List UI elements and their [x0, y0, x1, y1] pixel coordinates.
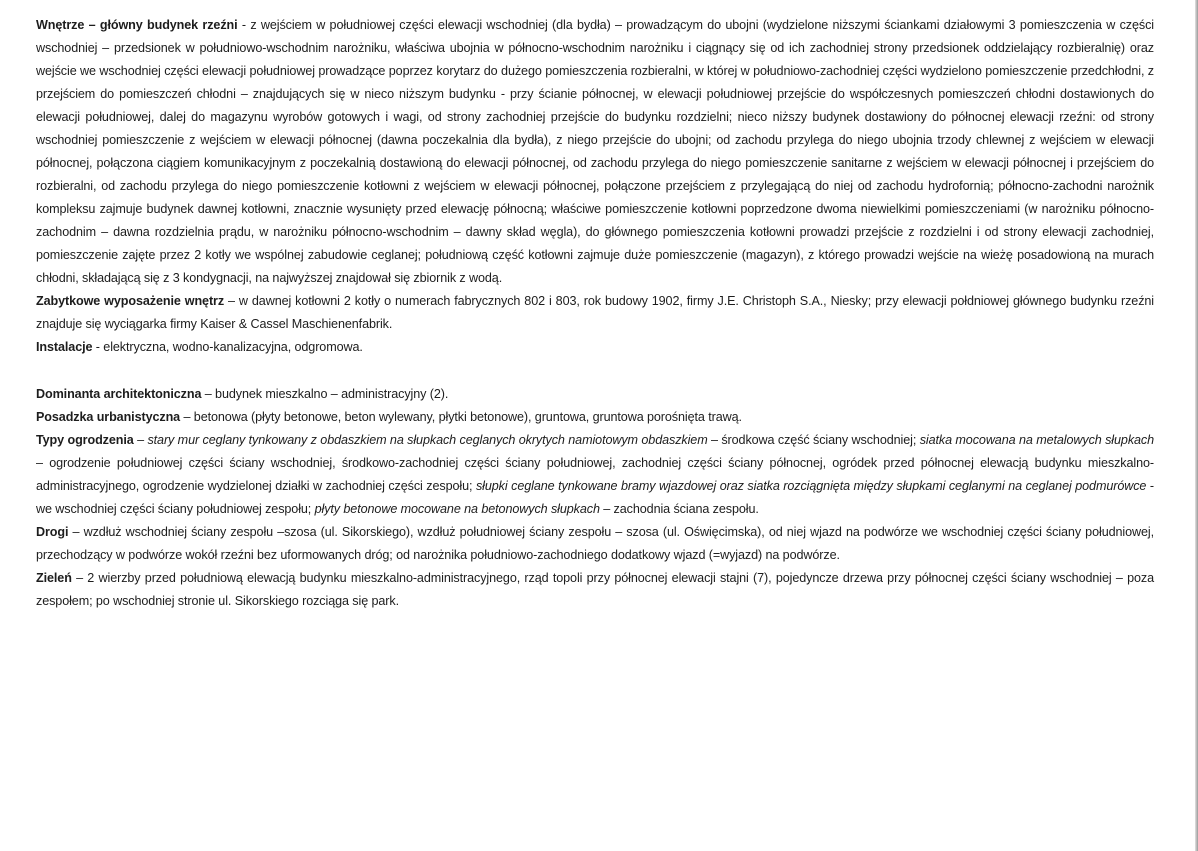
italic-typy-4: płyty betonowe mocowane na betonowych słupkach: [314, 502, 600, 516]
paragraph-typy: [36, 429, 1154, 521]
heading-zabytkowe: Zabytkowe wyposażenie wnętrz: [36, 294, 225, 308]
document-page: [36, 14, 1154, 613]
paragraph-wnetrze: [36, 14, 1154, 290]
italic-typy-3: słupki ceglane tynkowane bramy wjazdowej oraz siatka rozciągnięta między słupkami ceglanymi na ceglanej podmurówce: [475, 479, 1147, 493]
text-typy-3: – ogrodzenie południowej części ściany wschodniej, środkowo-zachodniej części ściany południowej, zachodniej części ściany północnej, ogródek przed północnej elewacją budynku mieszkalno-administracyjnego, ogrodzenie wydzielonej działki w zachodniej części zespołu;: [36, 456, 1154, 493]
heading-instalacje: Instalacje: [36, 340, 93, 354]
heading-drogi: Drogi: [36, 525, 69, 539]
heading-dominanta: Dominanta architektoniczna: [36, 387, 202, 401]
text-wnetrze: - z wejściem w południowej części elewacji wschodniej (dla bydła) – prowadzącym do ubojni (wydzielone niższymi ściankami działowymi 3 pomieszczenia w części wschodniej – przedsionek w południowo-wschodnim narożniku, właściwa ubojnia w północno-wschodnim narożniku i ciągnący się od ich zachodniej strony przedsionek oddzielający rozbieralnię) oraz wejście we wschodniej części elewacji południowej prowadzące poprzez korytarz do dużego pomieszczenia rozbieralni, w której w południowo-zachodniej części wydzielono pomieszczenie przedchłodni, z przejściem do pomieszczeń chłodni – znajdujących się w nieco niższym budynku - przy ścianie północnej, w elewacji południowej przejście do współczesnych pomieszczeń chłodni dostawionych do elewacji południowej, dalej do magazynu wyrobów gotowych i wagi, od strony zachodniej przejście do budynku rozdzielni; nieco niższy budynek dostawiony do północnej elewacji rzeźni: od strony wschodniej pomieszczenie z wejściem w elewacji północnej (dawna poczekalnia dla bydła), z niego przejście do ubojni; od zachodu przylega do niego ubojnia trzody chlewnej z wejściem w elewacji północnej, połączona ciągiem komunikacyjnym z poczekalnią dostawioną do elewacji północnej, od zachodu przylega do niego pomieszczenie sanitarne z wejściem w elewacji północnej i przejściem do rozbieralni, od zachodu przylega do niego pomieszczenie kotłowni z wejściem w elewacji północnej, połączone przejściem z przylegającą do niej od zachodu hydrofornią; północno-zachodni narożnik kompleksu zajmuje budynek dawnej kotłowni, znacznie wysunięty przed elewację północną; właściwe pomieszczenie kotłowni poprzedzone dwoma niewielkimi pomieszczeniami (w narożniku północno-zachodnim – dawna rozdzielnia prądu, w narożniku północno-wschodnim – dawny skład węgla), do głównego pomieszczenia kotłowni prowadzi przejście z rozdzielni i od strony elewacji zachodniej, pomieszczenie zajęte przez 2 kotły we wspólnej zabudowie ceglanej; południową część kotłowni zajmuje duże pomieszczenie (magazyn), z którego prowadzi wejście na wieżę posadowioną na murach chłodni, składającą się z 3 kondygnacji, na najwyższej znajdował się zbiornik z wodą.: [36, 18, 1155, 285]
text-typy-1: –: [133, 433, 148, 447]
italic-typy-1: stary mur ceglany tynkowany z obdaszkiem na słupkach ceglanych okrytych namiotowym obdaszkiem: [147, 433, 708, 447]
text-instalacje: - elektryczna, wodno-kanalizacyjna, odgromowa.: [92, 340, 363, 354]
heading-typy: Typy ogrodzenia: [36, 433, 134, 447]
heading-posadzka: Posadzka urbanistyczna: [36, 410, 181, 424]
text-drogi: – wzdłuż wschodniej ściany zespołu –szosa (ul. Sikorskiego), wzdłuż południowej ściany zespołu – szosa (ul. Oświęcimska), od niej wjazd na podwórze we wschodniej części ściany południowej, przechodzący w podwórze wokół rzeźni bez uformowanych dróg; od narożnika południowo-zachodniego dodatkowy wjazd (=wyjazd) na podwórze.: [36, 525, 1154, 562]
paragraph-zielen: [36, 567, 1154, 613]
italic-typy-2: siatka mocowana na metalowych słupkach: [919, 433, 1155, 447]
text-posadzka: – betonowa (płyty betonowe, beton wylewany, płytki betonowe), gruntowa, gruntowa porośnięta trawą.: [180, 410, 742, 424]
paragraph-drogi: [36, 521, 1154, 567]
paragraph-instalacje: [36, 336, 1154, 359]
text-zabytkowe: – w dawnej kotłowni 2 kotły o numerach fabrycznych 802 i 803, rok budowy 1902, firmy J.E. Christoph S.A., Niesky; przy elewacji połdniowej głównego budynku rzeźni znajduje się wyciągarka firmy Kaiser & Cassel Maschienenfabrik.: [36, 294, 1154, 331]
paragraph-posadzka: [36, 406, 1154, 429]
paragraph-dominanta: [36, 383, 1154, 406]
text-typy-5: – zachodnia ściana zespołu.: [599, 502, 759, 516]
text-zielen: – 2 wierzby przed południową elewacją budynku mieszkalno-administracyjnego, rząd topoli przy północnej elewacji stajni (7), pojedyncze drzewa przy północnej części ściany wschodniej – poza zespołem; po wschodniej stronie ul. Sikorskiego rozciąga się park.: [36, 571, 1154, 608]
heading-zielen: Zieleń: [36, 571, 72, 585]
text-typy-4: - we wschodniej części ściany południowej zespołu;: [36, 479, 1154, 516]
text-typy-2: – środkowa część ściany wschodniej;: [707, 433, 920, 447]
paragraph-gap: [36, 359, 1154, 383]
heading-wnetrze: Wnętrze – główny budynek rzeźni: [36, 18, 238, 32]
paragraph-zabytkowe: [36, 290, 1154, 336]
text-dominanta: – budynek mieszkalno – administracyjny (2).: [201, 387, 449, 401]
